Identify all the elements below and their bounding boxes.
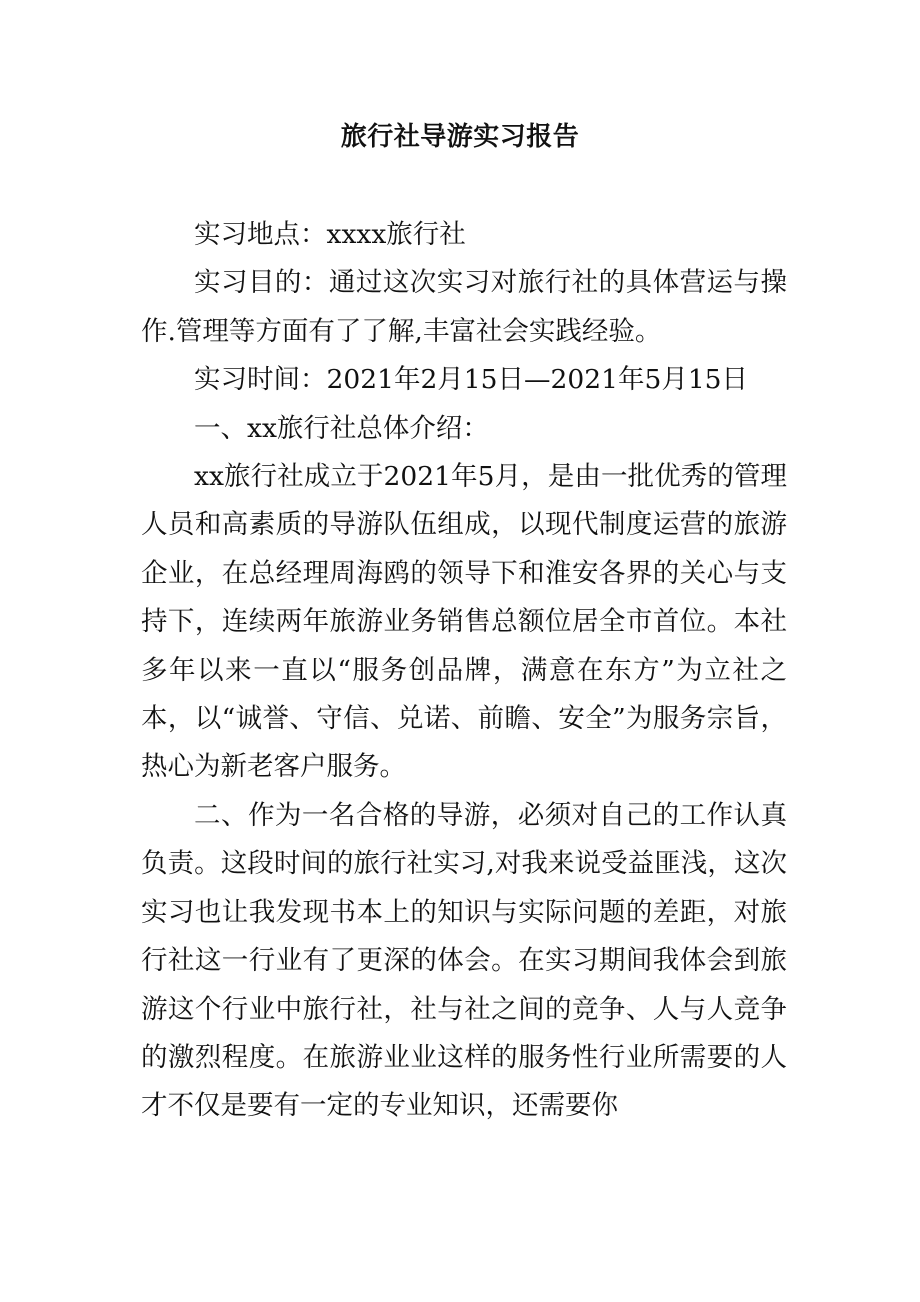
paragraph-purpose: 实习目的：通过这次实习对旅行社的具体营运与操作.管理等方面有了了解,丰富社会实践经验。 [141,267,787,347]
paragraph-location: 实习地点：xxxx旅行社 [194,219,466,250]
paragraph-period: 实习时间：2021年2月15日—2021年5月15日 [194,364,749,396]
document-title: 旅行社导游实习报告 [340,122,580,152]
section-heading-intro: 一、xx旅行社总体介绍： [194,412,489,444]
paragraph-guide-experience: 二、作为一名合格的导游，必须对自己的工作认真负责。这段时间的旅行社实习,对我来说受益匪浅，这次实习也让我发现书本上的知识与实际问题的差距，对旅行社这一行业有了更深的体会。在实习期间我体会到旅游这个行业中旅行社，社与社之间的竞争、人与人竞争的激烈程度。在旅游业业这样的服务性行业所需要的人才不仅是要有一定的专业知识，还需要你 [141,799,787,1122]
document-body [141,211,787,1131]
paragraph-company-intro: xx旅行社成立于2021年5月，是由一批优秀的管理人员和高素质的导游队伍组成，以现代制度运营的旅游企业，在总经理周海鸥的领导下和淮安各界的关心与支持下，连续两年旅游业务销售总额位居全市首位。本社多年以来一直以“服务创品牌，满意在东方”为立社之本，以“诚誉、守信、兑诺、前瞻、安全”为服务宗旨，热心为新老客户服务。 [141,461,787,783]
